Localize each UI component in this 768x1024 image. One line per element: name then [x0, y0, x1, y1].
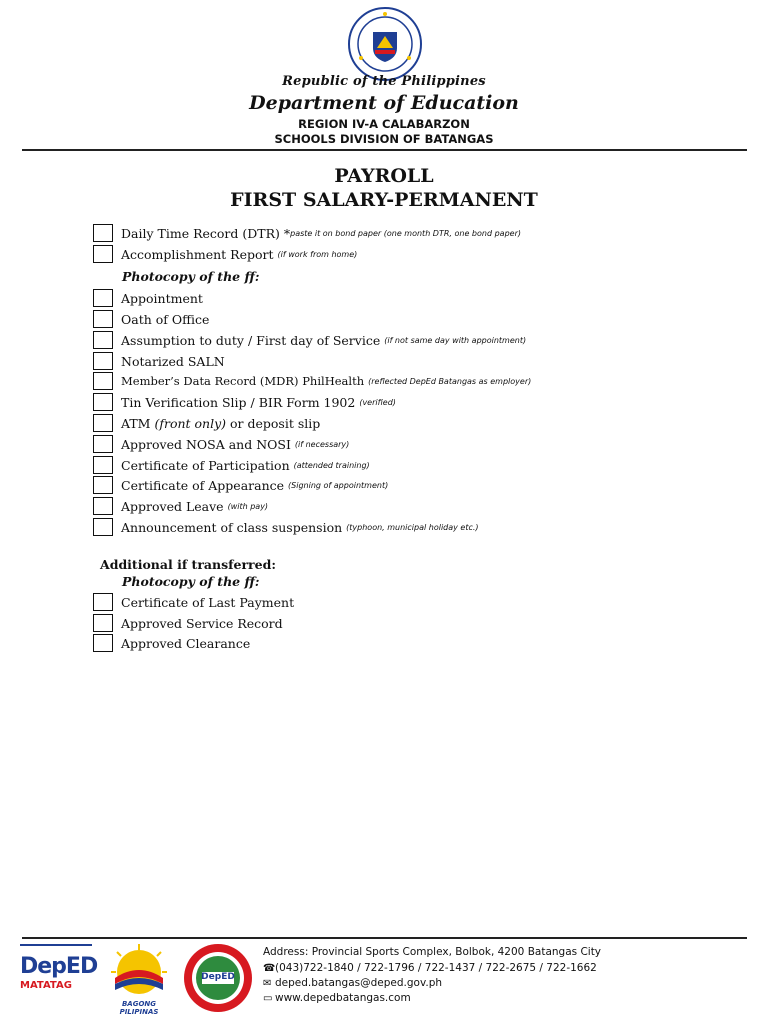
- header-divider: [22, 149, 747, 151]
- computer-icon: ▭: [263, 993, 273, 1004]
- checklist-item-appearance: [93, 475, 388, 495]
- footer-phone: (043)722-1840 / 722-1796 / 722-1437 / 722-2675 / 722-1662: [275, 962, 597, 974]
- checkbox[interactable]: [93, 393, 113, 411]
- item-label: Daily Time Record (DTR) *: [121, 225, 291, 241]
- checklist-item-suspension: [93, 517, 479, 537]
- matatag-text: MATATAG: [20, 980, 72, 991]
- checklist-item-last-payment: [93, 592, 294, 612]
- atm-label-post: or deposit slip: [226, 415, 321, 431]
- item-note: (Signing of appointment): [288, 480, 389, 490]
- checkbox[interactable]: [93, 310, 113, 328]
- checkbox[interactable]: [93, 614, 113, 632]
- email-icon: ✉: [263, 978, 272, 989]
- checklist-item-nosa: [93, 434, 349, 454]
- bagong-pilipinas-sun-icon: [103, 944, 175, 996]
- footer-email[interactable]: deped.batangas@deped.gov.ph: [275, 977, 443, 989]
- checklist-item-clearance: [93, 633, 250, 653]
- division-seal: [182, 942, 254, 1014]
- checkbox[interactable]: [93, 634, 113, 652]
- transferred-heading: Additional if transferred:: [100, 557, 276, 572]
- item-note: (if work from home): [277, 249, 358, 259]
- checklist-item-service-record: [93, 613, 283, 633]
- item-note: (verified): [359, 397, 396, 407]
- item-note: (reflected DepEd Batangas as employer): [368, 376, 532, 386]
- item-label: Oath of Office: [121, 311, 210, 327]
- item-label: Appointment: [121, 290, 203, 306]
- checklist-item-assumption: [93, 330, 526, 350]
- atm-label-italic: (front only): [154, 415, 227, 431]
- checklist-item-atm: [93, 413, 320, 433]
- checklist-item-accomplishment: [93, 244, 357, 264]
- item-note: (typhoon, municipal holiday etc.): [346, 522, 479, 532]
- division-heading: SCHOOLS DIVISION OF BATANGAS: [274, 132, 494, 146]
- checkbox[interactable]: [93, 331, 113, 349]
- photocopy-heading: Photocopy of the ff:: [122, 269, 260, 284]
- item-note: (with pay): [227, 501, 269, 511]
- item-note: (if necessary): [294, 439, 350, 449]
- checkbox[interactable]: [93, 352, 113, 370]
- checklist-item-mdr: [93, 371, 531, 391]
- checklist-item-appointment: [93, 288, 203, 308]
- checkbox[interactable]: [93, 435, 113, 453]
- checklist-item-dtr: [93, 223, 521, 243]
- footer-website-row: [263, 992, 411, 1004]
- footer-email-row: [263, 977, 442, 989]
- checklist-item-saln: [93, 351, 225, 371]
- item-label: Notarized SALN: [121, 353, 225, 369]
- atm-label-pre: ATM: [121, 415, 155, 431]
- department-heading: Department of Education: [249, 92, 519, 114]
- footer-address: Address: Provincial Sports Complex, Bolbok, 4200 Batangas City: [263, 946, 602, 958]
- republic-heading: Republic of the Philippines: [282, 74, 486, 89]
- checkbox[interactable]: [93, 593, 113, 611]
- document-title: PAYROLL: [334, 165, 434, 187]
- item-label: Certificate of Participation: [121, 457, 290, 473]
- checkbox[interactable]: [93, 224, 113, 242]
- item-label: Approved NOSA and NOSI: [121, 436, 291, 452]
- item-label: Announcement of class suspension: [121, 519, 343, 535]
- item-label: Approved Leave: [121, 498, 224, 514]
- deped-seal-icon: [347, 6, 423, 82]
- item-label: [121, 416, 320, 431]
- item-note: (attended training): [293, 460, 370, 470]
- item-label: Certificate of Last Payment: [121, 594, 295, 610]
- footer-website[interactable]: www.depedbatangas.com: [275, 992, 411, 1004]
- deped-logo-text: DepED: [20, 954, 98, 979]
- item-label: Assumption to duty / First day of Service: [121, 332, 381, 348]
- item-label: Member’s Data Record (MDR) PhilHealth: [121, 374, 365, 388]
- checkbox[interactable]: [93, 414, 113, 432]
- footer-divider: [22, 937, 747, 939]
- document-subtitle: FIRST SALARY-PERMANENT: [230, 189, 538, 211]
- item-label: Certificate of Appearance: [121, 477, 285, 493]
- item-note: (if not same day with appointment): [384, 335, 527, 345]
- checkbox[interactable]: [93, 372, 113, 390]
- checkbox[interactable]: [93, 476, 113, 494]
- checklist-item-tin: [93, 392, 396, 412]
- checklist-item-participation: [93, 455, 370, 475]
- checkbox[interactable]: [93, 289, 113, 307]
- checklist-item-oath: [93, 309, 209, 329]
- phone-icon: ☎: [263, 963, 276, 974]
- bagong-pilipinas-logo: [103, 944, 175, 1016]
- checkbox[interactable]: [93, 245, 113, 263]
- item-note: paste it on bond paper (one month DTR, one bond paper): [290, 228, 521, 238]
- item-label: Tin Verification Slip / BIR Form 1902: [121, 394, 356, 410]
- item-label: Approved Clearance: [121, 635, 251, 651]
- checkbox[interactable]: [93, 456, 113, 474]
- checkbox[interactable]: [93, 518, 113, 536]
- item-label: Accomplishment Report: [121, 246, 274, 262]
- deped-matatag-logo: [20, 944, 98, 1006]
- region-heading: REGION IV-A CALABARZON: [298, 117, 470, 131]
- division-seal-text: DepED: [201, 972, 235, 982]
- transferred-photocopy-heading: Photocopy of the ff:: [122, 574, 260, 589]
- item-label: Approved Service Record: [121, 615, 283, 631]
- checklist-item-leave: [93, 496, 268, 516]
- footer-phone-row: [263, 962, 597, 974]
- checkbox[interactable]: [93, 497, 113, 515]
- bagong-pilipinas-text: BAGONG PILIPINAS: [119, 1000, 159, 1016]
